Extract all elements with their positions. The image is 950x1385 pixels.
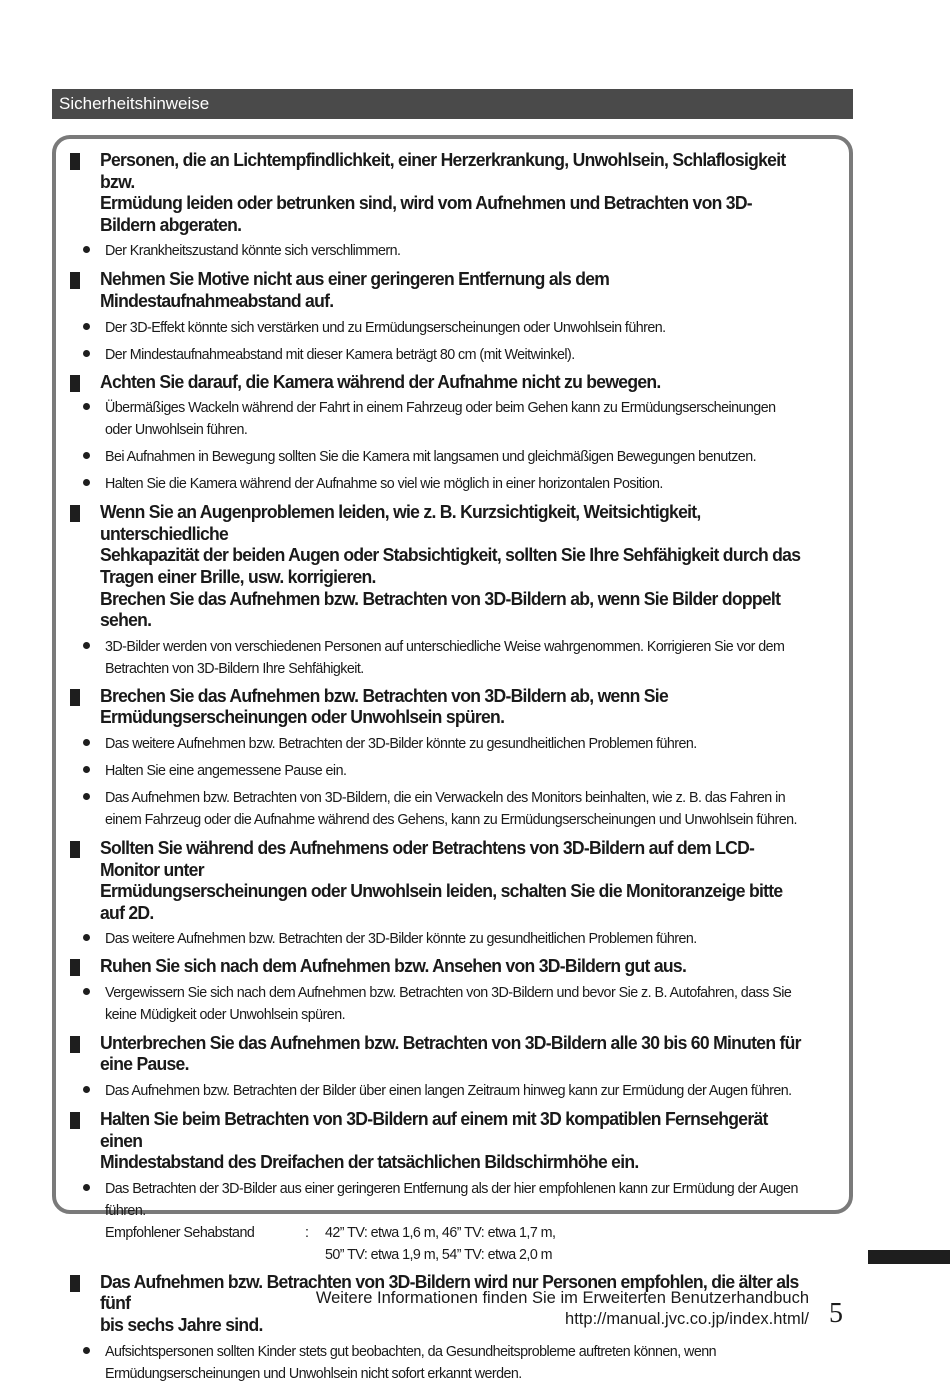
square-bullet-icon — [70, 1036, 80, 1053]
heading-line: Brechen Sie das Aufnehmen bzw. Betrachten von 3D-Bildern ab, wenn Sie — [100, 684, 669, 706]
note-item — [66, 928, 837, 950]
note-item — [66, 787, 837, 831]
warning-heading-text — [100, 371, 804, 393]
heading-line: bis sechs Jahre sind. — [100, 1314, 263, 1336]
heading-line: Personen, die an Lichtempfindlichkeit, einer Herzerkrankung, Unwohlsein, Schlaflosigkeit bzw. — [100, 149, 786, 192]
round-bullet-icon — [83, 452, 90, 459]
note-line: Der Mindestaufnahmeabstand mit dieser Kamera beträgt 80 cm (mit Weitwinkel). — [105, 346, 575, 363]
note-line: Das Aufnehmen bzw. Betrachten von 3D-Bildern, die ein Verwackeln des Monitors beinhalten, wie z. B. das Fahren in — [105, 789, 786, 806]
round-bullet-icon — [83, 739, 90, 746]
warning-heading-text — [100, 685, 804, 728]
note-line: Der Krankheitszustand könnte sich verschlimmern. — [105, 243, 401, 260]
note-line: Das Betrachten der 3D-Bilder aus einer geringeren Entfernung als der hier empfohlenen kann zur Ermüdung der Augen führen. — [105, 1180, 798, 1219]
round-bullet-icon — [83, 642, 90, 649]
note-text — [105, 982, 837, 1026]
page-number: 5 — [829, 1298, 843, 1329]
distance-label: Empfohlener Sehabstand — [105, 1224, 255, 1241]
note-line: 3D-Bilder werden von verschiedenen Personen auf unterschiedliche Weise wahrgenommen. Korrigieren Sie vor dem — [105, 638, 785, 655]
note-line: einem Fahrzeug oder die Aufnahme während des Gehens, kann zu Ermüdungserscheinungen und Unwohlsein führen. — [105, 811, 797, 828]
heading-line: Brechen Sie das Aufnehmen bzw. Betrachten von 3D-Bildern ab, wenn Sie Bilder doppelt sehen. — [100, 587, 781, 631]
round-bullet-icon — [83, 766, 90, 773]
note-text — [105, 317, 837, 339]
warning-heading — [66, 955, 837, 977]
note-item — [66, 636, 837, 680]
note-item — [66, 733, 837, 755]
round-bullet-icon — [83, 1184, 90, 1191]
note-line: Das Aufnehmen bzw. Betrachten der Bilder über einen langen Zeitraum hinweg kann zur Ermüdung der Augen führen. — [105, 1083, 792, 1100]
note-text — [105, 473, 837, 495]
distance-value: 42” TV: etwa 1,6 m, 46” TV: etwa 1,7 m, — [325, 1224, 556, 1241]
note-line: Halten Sie eine angemessene Pause ein. — [105, 762, 347, 779]
note-line: Aufsichtspersonen sollten Kinder stets gut beobachten, da Gesundheitsprobleme auftreten können, wenn — [105, 1343, 717, 1360]
note-text — [105, 1178, 837, 1266]
round-bullet-icon — [83, 246, 90, 253]
heading-line: Mindestabstand des Dreifachen der tatsächlichen Bildschirmhöhe ein. — [100, 1151, 639, 1173]
note-line: Übermäßiges Wackeln während der Fahrt in einem Fahrzeug oder beim Gehen kann zu Ermüdungserscheinungen — [105, 400, 776, 417]
heading-line: Sehkapazität der beiden Augen oder Stabsichtigkeit, sollten Sie Ihre Sehfähigkeit durch das — [100, 544, 801, 566]
section-title: Sicherheitshinweise — [52, 89, 853, 119]
note-text — [105, 787, 837, 831]
note-text — [105, 446, 837, 468]
note-item — [66, 344, 837, 366]
note-item — [66, 317, 837, 339]
round-bullet-icon — [83, 1347, 90, 1354]
warning-heading-text — [100, 501, 804, 631]
page-edge-tab — [868, 1250, 950, 1264]
note-line: oder Unwohlsein führen. — [105, 422, 248, 439]
round-bullet-icon — [83, 350, 90, 357]
heading-line: Nehmen Sie Motive nicht aus einer geringeren Entfernung als dem Mindestaufnahmeabstand auf. — [100, 268, 610, 311]
square-bullet-icon — [70, 841, 80, 858]
heading-line: Ermüdungserscheinungen oder Unwohlsein spüren. — [100, 706, 505, 728]
note-line: Vergewissern Sie sich nach dem Aufnehmen bzw. Betrachten von 3D-Bildern und bevor Sie z. B. Autofahren, dass Sie — [105, 984, 792, 1001]
warning-heading-text — [100, 1108, 804, 1173]
note-text — [105, 733, 837, 755]
heading-line: Ermüdungserscheinungen oder Unwohlsein leiden, schalten Sie die Monitoranzeige bitte auf 2D. — [100, 880, 783, 923]
square-bullet-icon — [70, 1112, 80, 1129]
warning-heading-text — [100, 149, 804, 235]
note-item — [66, 1178, 837, 1266]
square-bullet-icon — [70, 153, 80, 170]
note-text — [105, 240, 837, 262]
heading-line: Das Aufnehmen bzw. Betrachten von 3D-Bildern wird nur Personen empfohlen, die älter als fünf — [100, 1270, 799, 1314]
note-item — [66, 446, 837, 468]
warning-heading-text — [100, 1032, 804, 1075]
round-bullet-icon — [83, 988, 90, 995]
note-item — [66, 1080, 837, 1102]
round-bullet-icon — [83, 479, 90, 486]
square-bullet-icon — [70, 505, 80, 522]
distance-value: 50” TV: etwa 1,9 m, 54” TV: etwa 2,0 m — [325, 1246, 553, 1263]
note-line: Der 3D-Effekt könnte sich verstärken und zu Ermüdungserscheinungen oder Unwohlsein führen. — [105, 319, 666, 336]
square-bullet-icon — [70, 1275, 80, 1292]
note-line: Das weitere Aufnehmen bzw. Betrachten der 3D-Bilder könnte zu gesundheitlichen Problemen führen. — [105, 735, 697, 752]
warning-heading-text — [100, 837, 804, 923]
round-bullet-icon — [83, 934, 90, 941]
note-text — [105, 344, 837, 366]
footer-url[interactable]: http://manual.jvc.co.jp/index.html/ — [565, 1310, 809, 1328]
note-line: Ermüdungserscheinungen und Unwohlsein nicht sofort erkannt werden. — [105, 1365, 522, 1382]
heading-line: Unterbrechen Sie das Aufnehmen bzw. Betrachten von 3D-Bildern alle 30 bis 60 Minuten für eine Pause. — [100, 1031, 801, 1075]
note-text — [105, 636, 837, 680]
heading-line: Achten Sie darauf, die Kamera während der Aufnahme nicht zu bewegen. — [100, 370, 661, 392]
distance-spacer — [105, 1244, 325, 1266]
square-bullet-icon — [70, 959, 80, 976]
note-text — [105, 928, 837, 950]
heading-line: Ermüdung leiden oder betrunken sind, wird vom Aufnehmen und Betrachten von 3D-Bildern abgeraten. — [100, 192, 752, 235]
warning-heading-text — [100, 268, 804, 311]
note-item — [66, 982, 837, 1026]
round-bullet-icon — [83, 323, 90, 330]
note-item — [66, 1341, 837, 1385]
note-text — [105, 760, 837, 782]
square-bullet-icon — [70, 375, 80, 392]
note-item — [66, 397, 837, 441]
note-item — [66, 473, 837, 495]
heading-line: Wenn Sie an Augenproblemen leiden, wie z. B. Kurzsichtigkeit, Weitsichtigkeit, unterschiedliche — [100, 501, 701, 544]
note-line: Bei Aufnahmen in Bewegung sollten Sie die Kamera mit langsamen und gleichmäßigen Bewegungen benutzen. — [105, 449, 757, 466]
heading-line: Halten Sie beim Betrachten von 3D-Bildern auf einem mit 3D kompatiblen Fernsehgerät einen — [100, 1108, 768, 1151]
warning-heading — [66, 685, 837, 728]
note-item — [66, 760, 837, 782]
distance-colon: : — [305, 1224, 309, 1241]
round-bullet-icon — [83, 403, 90, 410]
heading-line: Ruhen Sie sich nach dem Aufnehmen bzw. Ansehen von 3D-Bildern gut aus. — [100, 955, 687, 977]
note-line: Das weitere Aufnehmen bzw. Betrachten der 3D-Bilder könnte zu gesundheitlichen Problemen führen. — [105, 931, 697, 948]
warning-heading — [66, 837, 837, 923]
note-text — [105, 1341, 837, 1385]
note-line: keine Müdigkeit oder Unwohlsein spüren. — [105, 1006, 346, 1023]
warning-heading — [66, 1032, 837, 1075]
footer-info-text: Weitere Informationen finden Sie im Erweiterten Benutzerhandbuch — [315, 1289, 809, 1307]
round-bullet-icon — [83, 1086, 90, 1093]
note-text — [105, 397, 837, 441]
heading-line: Tragen einer Brille, usw. korrigieren. — [100, 565, 376, 587]
note-line: Betrachten von 3D-Bildern Ihre Sehfähigkeit. — [105, 660, 364, 677]
distance-row — [105, 1244, 837, 1266]
round-bullet-icon — [83, 793, 90, 800]
warning-heading-text — [100, 955, 804, 977]
warning-heading — [66, 149, 837, 235]
warning-heading — [66, 268, 837, 311]
square-bullet-icon — [70, 272, 80, 289]
warning-heading — [66, 371, 837, 393]
note-item — [66, 240, 837, 262]
distance-row — [105, 1222, 837, 1244]
square-bullet-icon — [70, 689, 80, 706]
heading-line: Sollten Sie während des Aufnehmens oder Betrachtens von 3D-Bildern auf dem LCD-Monitor unter — [100, 836, 755, 880]
note-line: Halten Sie die Kamera während der Aufnahme so viel wie möglich in einer horizontalen Position. — [105, 476, 663, 493]
note-text — [105, 1080, 837, 1102]
warning-heading — [66, 501, 837, 631]
warning-heading — [66, 1108, 837, 1173]
